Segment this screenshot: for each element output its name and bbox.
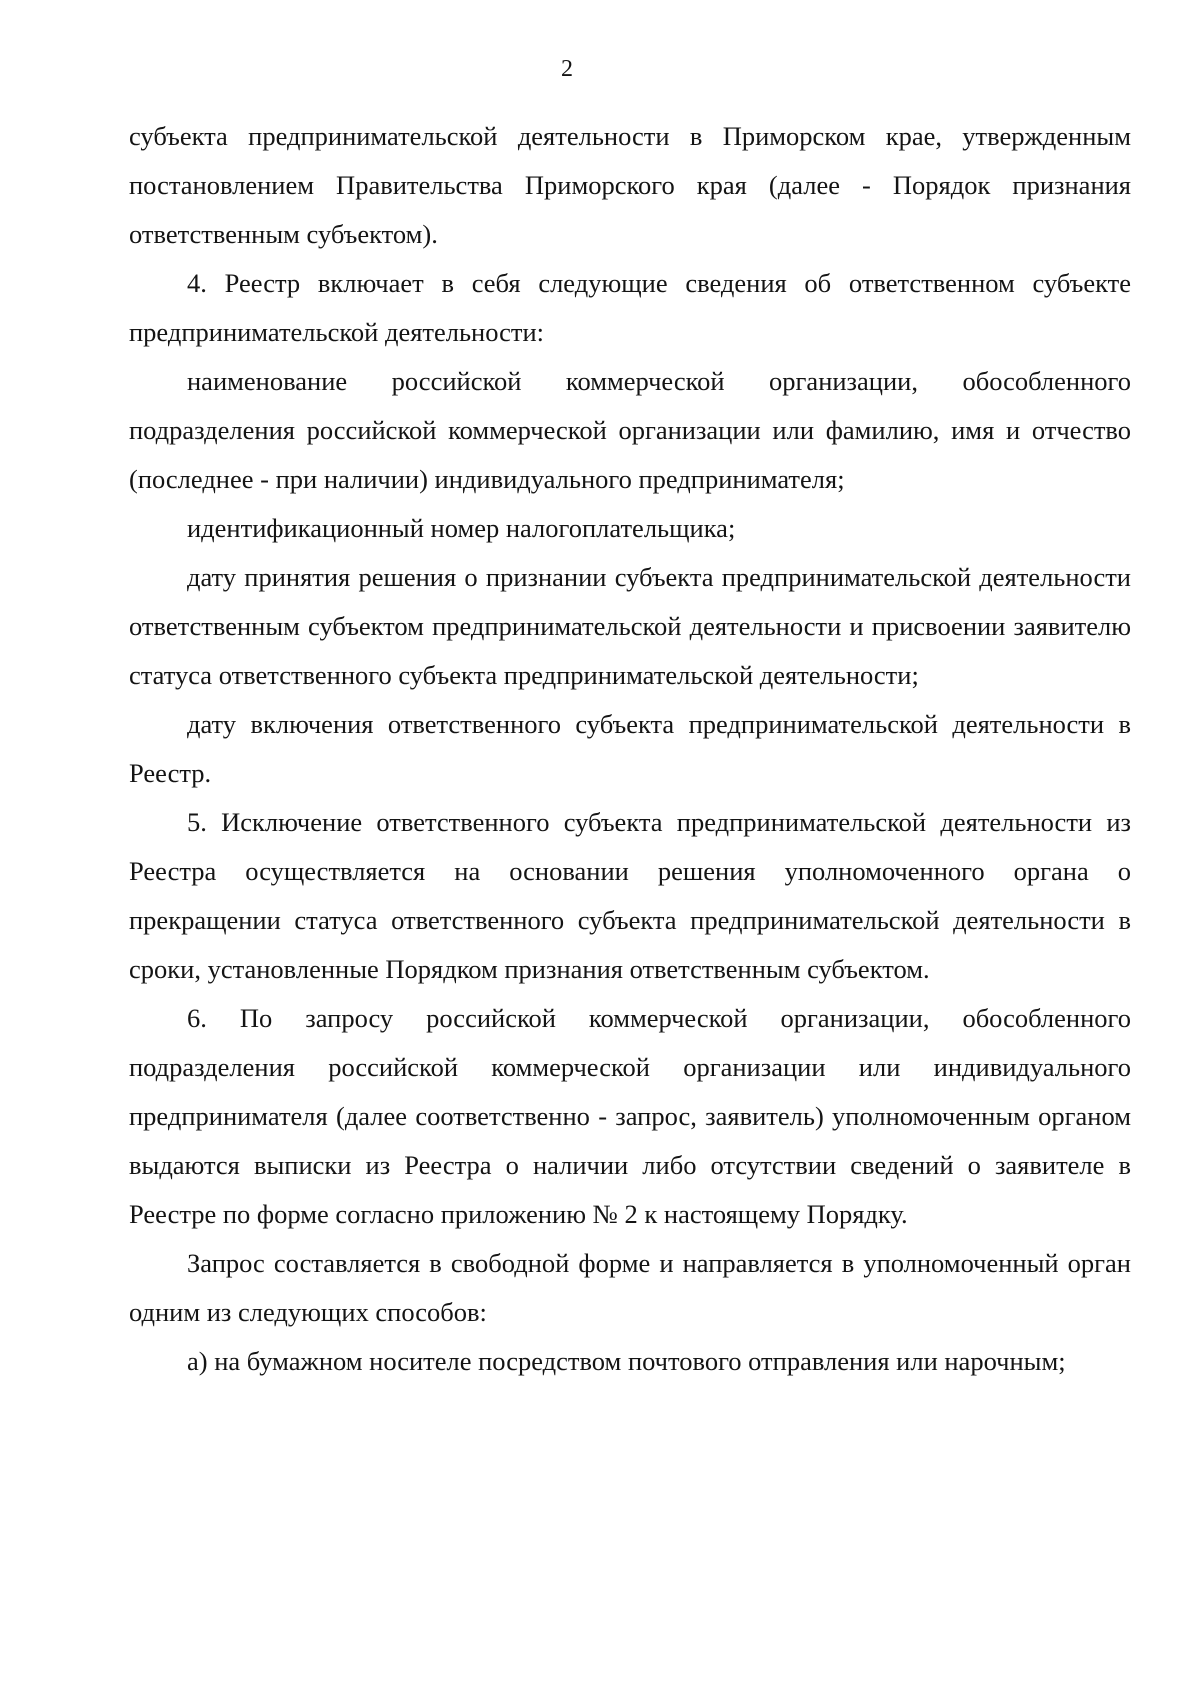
paragraph-request-methods: Запрос составляется в свободной форме и направляется в уполномоченный орган одним из следующих способов:: [129, 1248, 1131, 1327]
paragraph-item-6: 6. По запросу российской коммерческой организации, обособленного подразделения российской коммерческой организации или индивидуального предпринимателя (далее соответственно - запрос, заявитель) уполномоченным органом выдаются выписки из Реестра о наличии либо отсутствии сведений о заявителе в Реестре по форме согласно приложению № 2 к настоящему Порядку.: [129, 1003, 1131, 1229]
paragraph-continuation: субъекта предпринимательской деятельности в Приморском крае, утвержденным постановлением Правительства Приморского края (далее - Порядок признания ответственным субъектом).: [129, 121, 1131, 249]
paragraph-method-a: а) на бумажном носителе посредством почтового отправления или нарочным;: [187, 1346, 1066, 1376]
paragraph-item-5: 5. Исключение ответственного субъекта предпринимательской деятельности из Реестра осуществляется на основании решения уполномоченного органа о прекращении статуса ответственного субъекта предпринимательской деятельности в сроки, установленные Порядком признания ответственным субъектом.: [129, 807, 1131, 984]
document-body: [129, 112, 1131, 1386]
paragraph-item-4-inclusion-date: дату включения ответственного субъекта предпринимательской деятельности в Реестр.: [129, 709, 1131, 788]
paragraph-item-4-decision-date: дату принятия решения о признании субъекта предпринимательской деятельности ответственным субъектом предпринимательской деятельности и присвоении заявителю статуса ответственного субъекта предпринимательской деятельности;: [129, 562, 1131, 690]
paragraph-item-4-inn: идентификационный номер налогоплательщика;: [187, 513, 736, 543]
paragraph-item-4-name: наименование российской коммерческой организации, обособленного подразделения российской коммерческой организации или фамилию, имя и отчество (последнее - при наличии) индивидуального предпринимателя;: [129, 366, 1131, 494]
page-number: 2: [561, 56, 573, 82]
paragraph-item-4: 4. Реестр включает в себя следующие сведения об ответственном субъекте предпринимательской деятельности:: [129, 268, 1131, 347]
